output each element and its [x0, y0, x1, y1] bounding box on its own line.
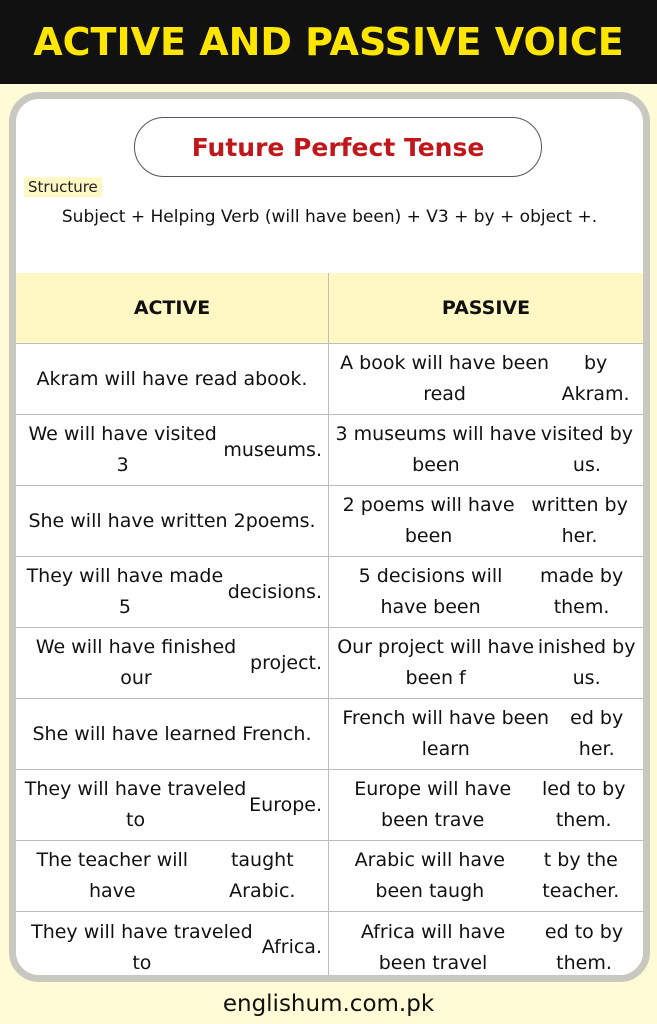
active-cell: [16, 912, 329, 982]
voice-table: [16, 273, 643, 982]
tense-title-pill: [134, 117, 542, 177]
table-row: [16, 557, 643, 628]
cell-line: taught Arabic.: [229, 849, 296, 902]
cell-line: book.: [255, 367, 308, 390]
passive-cell: [329, 486, 643, 556]
cell-line: decisions.: [227, 580, 322, 603]
table-row: [16, 841, 643, 912]
active-cell: [16, 770, 329, 840]
cell-line: inished by us.: [537, 636, 636, 689]
cell-line: A book will have been read: [340, 352, 550, 405]
cell-line: They will have traveled to: [24, 778, 247, 831]
site-footer: englishum.com.pk: [222, 991, 435, 1017]
cell-line: 3 museums will have been: [335, 423, 537, 476]
cell-line: Africa.: [261, 936, 322, 958]
cell-line: They will have traveled to: [31, 920, 253, 974]
cell-line: They will have made 5: [26, 565, 224, 618]
cell-line: She will have learned Frenc: [32, 722, 294, 745]
cell-line: ed to by them.: [544, 920, 624, 974]
structure-label: Structure: [24, 177, 102, 197]
content-card: [9, 92, 650, 982]
page-header: [0, 0, 657, 84]
cell-line: We will have visited 3: [28, 423, 217, 476]
cell-line: Africa will have been travel: [360, 920, 506, 974]
cell-line: Europe.: [249, 793, 322, 816]
passive-cell: [329, 557, 643, 627]
active-cell: [16, 841, 329, 911]
cell-line: ed by her.: [570, 707, 624, 760]
cell-line: project.: [250, 651, 322, 674]
passive-column-header: PASSIVE: [441, 297, 531, 319]
passive-cell: [329, 841, 643, 911]
cell-line: museums.: [223, 438, 322, 461]
cell-line: Europe will have been trave: [354, 778, 512, 831]
cell-line: Our project will have been f: [337, 636, 535, 689]
table-header-row: [16, 273, 643, 344]
cell-line: written by her.: [531, 494, 628, 547]
active-cell: [16, 557, 329, 627]
tense-title: Future Perfect Tense: [191, 132, 485, 162]
cell-line: The teacher will have: [36, 849, 189, 902]
active-cell: [16, 344, 329, 414]
passive-cell: [329, 699, 643, 769]
table-row: [16, 344, 643, 415]
table-row: [16, 486, 643, 557]
cell-line: led to by them.: [541, 778, 626, 831]
passive-cell: [329, 344, 643, 414]
active-cell: [16, 628, 329, 698]
cell-line: by Akram.: [561, 352, 630, 405]
table-row: [16, 699, 643, 770]
table-row: [16, 628, 643, 699]
table-row: [16, 770, 643, 841]
active-cell: [16, 699, 329, 769]
passive-cell: [329, 770, 643, 840]
active-cell: [16, 486, 329, 556]
cell-line: Akram will have read a: [36, 367, 256, 390]
cell-line: h.: [293, 722, 312, 745]
table-row: [16, 912, 643, 982]
cell-line: She will have written 2: [28, 509, 246, 532]
active-column-header: ACTIVE: [16, 273, 329, 343]
cell-line: French will have been learn: [342, 707, 550, 760]
active-cell: [16, 415, 329, 485]
structure-formula: Subject + Helping Verb (will have been) + V3 + by + object +.: [61, 207, 598, 227]
cell-line: t by the teacher.: [542, 849, 620, 902]
cell-line: Arabic will have been taugh: [354, 849, 505, 902]
cell-line: We will have finished our: [35, 636, 237, 689]
table-row: [16, 415, 643, 486]
cell-line: visited by us.: [540, 423, 634, 476]
cell-line: 5 decisions will have been: [358, 565, 503, 618]
passive-cell: [329, 912, 643, 982]
cell-line: 2 poems will have been: [342, 494, 515, 547]
passive-cell: [329, 415, 643, 485]
passive-cell: [329, 628, 643, 698]
page-title: ACTIVE AND PASSIVE VOICE: [33, 20, 624, 64]
cell-line: made by them.: [539, 565, 624, 618]
cell-line: poems.: [245, 509, 316, 532]
